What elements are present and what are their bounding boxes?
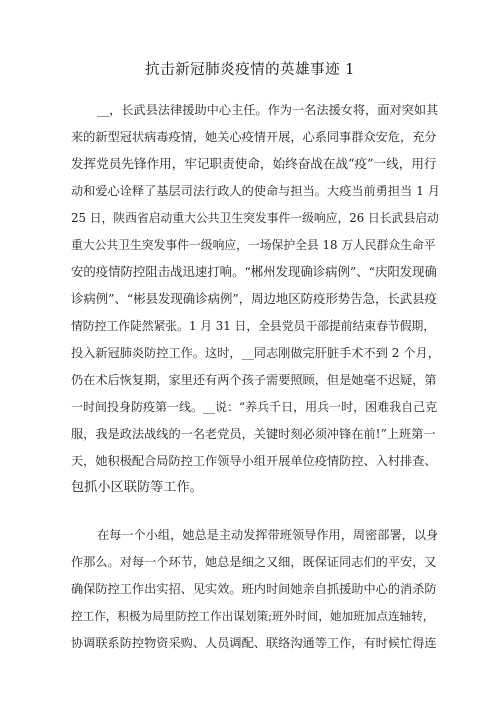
paragraph-line: 作那么。对每一个环节，她总是细之又细，既保证同志们的平安，又: [71, 555, 437, 569]
paragraph-line: 仍在术后恢复期，家里还有两个孩子需要照顾，但是她毫不迟疑，第: [71, 373, 437, 387]
paragraph-line: 投入新冠肺炎防控工作。这时，__同志刚做完肝脏手术不到 2 个月，: [71, 346, 440, 360]
paragraph-line: 来的新型冠状病毒疫情，她关心疫情开展，心系同事群众安危，充分: [71, 130, 437, 144]
paragraph-line: 安的疫情防控阻击战迅速打响。“郴州发现确诊病例”、“庆阳发现确: [71, 264, 437, 279]
paragraph-line: __，长武县法律援助中心主任。作为一名法援女将，面对突如其: [97, 103, 439, 117]
document-title: 抗击新冠肺炎疫情的英雄事迹 1: [145, 62, 355, 78]
paragraph-line: 25 日，陕西省启动重大公共卫生突发事件一级响应，26 日长武县启动: [71, 211, 439, 225]
paragraph-line: 服，我是政法战线的一名老党员，关键时刻必须冲锋在前!”上班第一: [71, 427, 436, 441]
paragraph-line: 情防控工作陡然紧张。1 月 31 日，全县党员干部提前结束春节假期，: [71, 319, 436, 333]
paragraph-line: 在每一个小组，她总是主动发挥带班领导作用，周密部署，以身: [97, 528, 439, 542]
paragraph-line: 天，她积极配合局防控工作领导小组开展单位疫情防控、入村排查、: [71, 454, 437, 468]
paragraph-line: 协调联系防控物资采购、人员调配、联络沟通等工作，有时候忙得连: [71, 636, 437, 650]
paragraph-line: 一时间投身防疫第一线。__说：“养兵千日，用兵一时，困难我自己克: [71, 400, 438, 414]
paragraph-line: 诊病例”、“彬县发现确诊病例”，周边地区防疫形势告急，长武县疫: [71, 291, 437, 306]
paragraph-line: 发挥党员先锋作用，牢记职责使命，始终奋战在战“疫”一线，用行: [71, 156, 437, 171]
paragraph-line: 控工作，积极为局里防控工作出谋划策;班外时间，她加班加点连轴转，: [71, 609, 435, 623]
paragraph-line: 包抓小区联防等工作。: [71, 480, 203, 495]
paragraph-line: 确保防控工作出实招、见实效。班内时间她亲自抓援助中心的消杀防: [71, 582, 437, 596]
paragraph-line: 动和爱心诠释了基层司法行政人的使命与担当。大疫当前勇担当 1 月: [71, 184, 440, 198]
paragraph-line: 重大公共卫生突发事件一级响应，一场保护全县 18 万人民群众生命平: [71, 238, 436, 252]
